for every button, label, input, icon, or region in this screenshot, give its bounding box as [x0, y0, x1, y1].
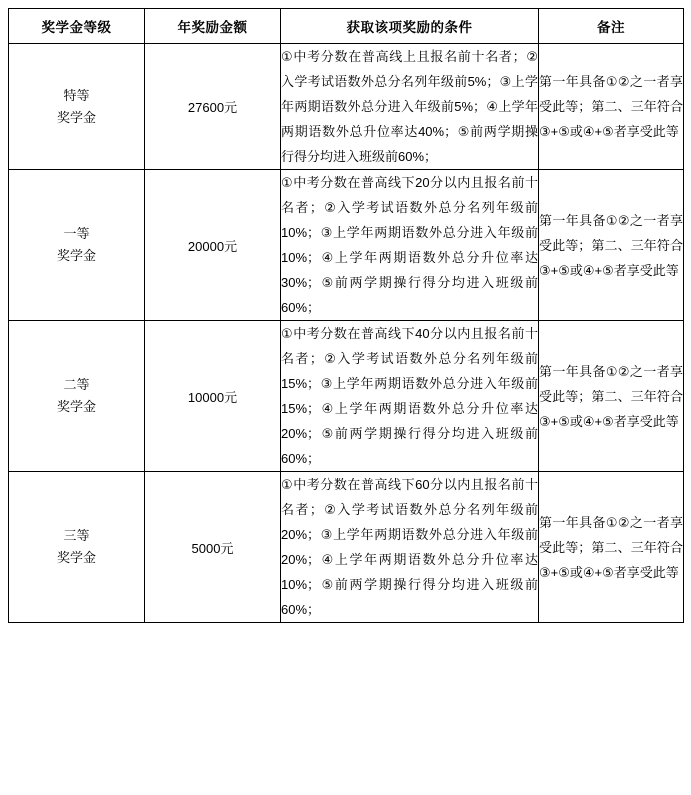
scholarship-table	[8, 8, 684, 623]
column-header-level: 奖学金等级	[9, 9, 145, 44]
table-row	[9, 321, 684, 472]
column-header-amount: 年奖励金额	[145, 9, 281, 44]
level-line-2: 奖学金	[56, 109, 96, 125]
cell-amount: 10000元	[145, 321, 281, 472]
cell-amount: 27600元	[145, 44, 281, 170]
level-line-1: 二等	[63, 377, 90, 392]
cell-condition: ①中考分数在普高线下60分以内且报名前十名者；②入学考试语数外总分名列年级前20%；③上学年两期语数外总分进入年级前20%；④上学年两期语数外总分升位率达10%；⑤前两学期操行得分均进入班级前60%；	[281, 472, 539, 623]
level-line-2: 奖学金	[56, 550, 96, 565]
cell-level	[9, 472, 145, 623]
cell-level	[9, 321, 145, 472]
column-header-note: 备注	[539, 9, 684, 44]
table-row	[9, 472, 684, 623]
cell-note: 第一年具备①②之一者享受此等；第二、三年符合③+⑤或④+⑤者享受此等	[539, 321, 684, 472]
level-line-2: 奖学金	[56, 248, 96, 263]
table-body	[9, 44, 684, 623]
level-line-1: 三等	[63, 528, 90, 543]
table-row	[9, 170, 684, 321]
cell-condition: ①中考分数在普高线下40分以内且报名前十名者；②入学考试语数外总分名列年级前15%；③上学年两期语数外总分进入年级前15%；④上学年两期语数外总分升位率达20%；⑤前两学期操行得分均进入班级前60%；	[281, 321, 539, 472]
cell-amount: 5000元	[145, 472, 281, 623]
cell-note: 第一年具备①②之一者享受此等；第二、三年符合③+⑤或④+⑤者享受此等	[539, 170, 684, 321]
cell-level	[9, 44, 145, 170]
cell-condition: ①中考分数在普高线上且报名前十名者；②入学考试语数外总分名列年级前5%；③上学年两期语数外总分进入年级前5%；④上学年两期语数外总升位率达40%；⑤前两学期操行得分均进入班级前60%；	[281, 44, 539, 170]
level-line-1: 特等	[63, 87, 90, 103]
cell-level	[9, 170, 145, 321]
table-header	[9, 9, 684, 44]
column-header-condition: 获取该项奖励的条件	[281, 9, 539, 44]
table-row	[9, 44, 684, 170]
level-line-2: 奖学金	[56, 399, 96, 414]
cell-condition: ①中考分数在普高线下20分以内且报名前十名者；②入学考试语数外总分名列年级前10%；③上学年两期语数外总分进入年级前10%；④上学年两期语数外总分升位率达30%；⑤前两学期操行得分均进入班级前60%；	[281, 170, 539, 321]
cell-note: 第一年具备①②之一者享受此等；第二、三年符合③+⑤或④+⑤者享受此等	[539, 44, 684, 170]
cell-amount: 20000元	[145, 170, 281, 321]
level-line-1: 一等	[63, 226, 90, 241]
cell-note: 第一年具备①②之一者享受此等；第二、三年符合③+⑤或④+⑤者享受此等	[539, 472, 684, 623]
table-header-row	[9, 9, 684, 44]
